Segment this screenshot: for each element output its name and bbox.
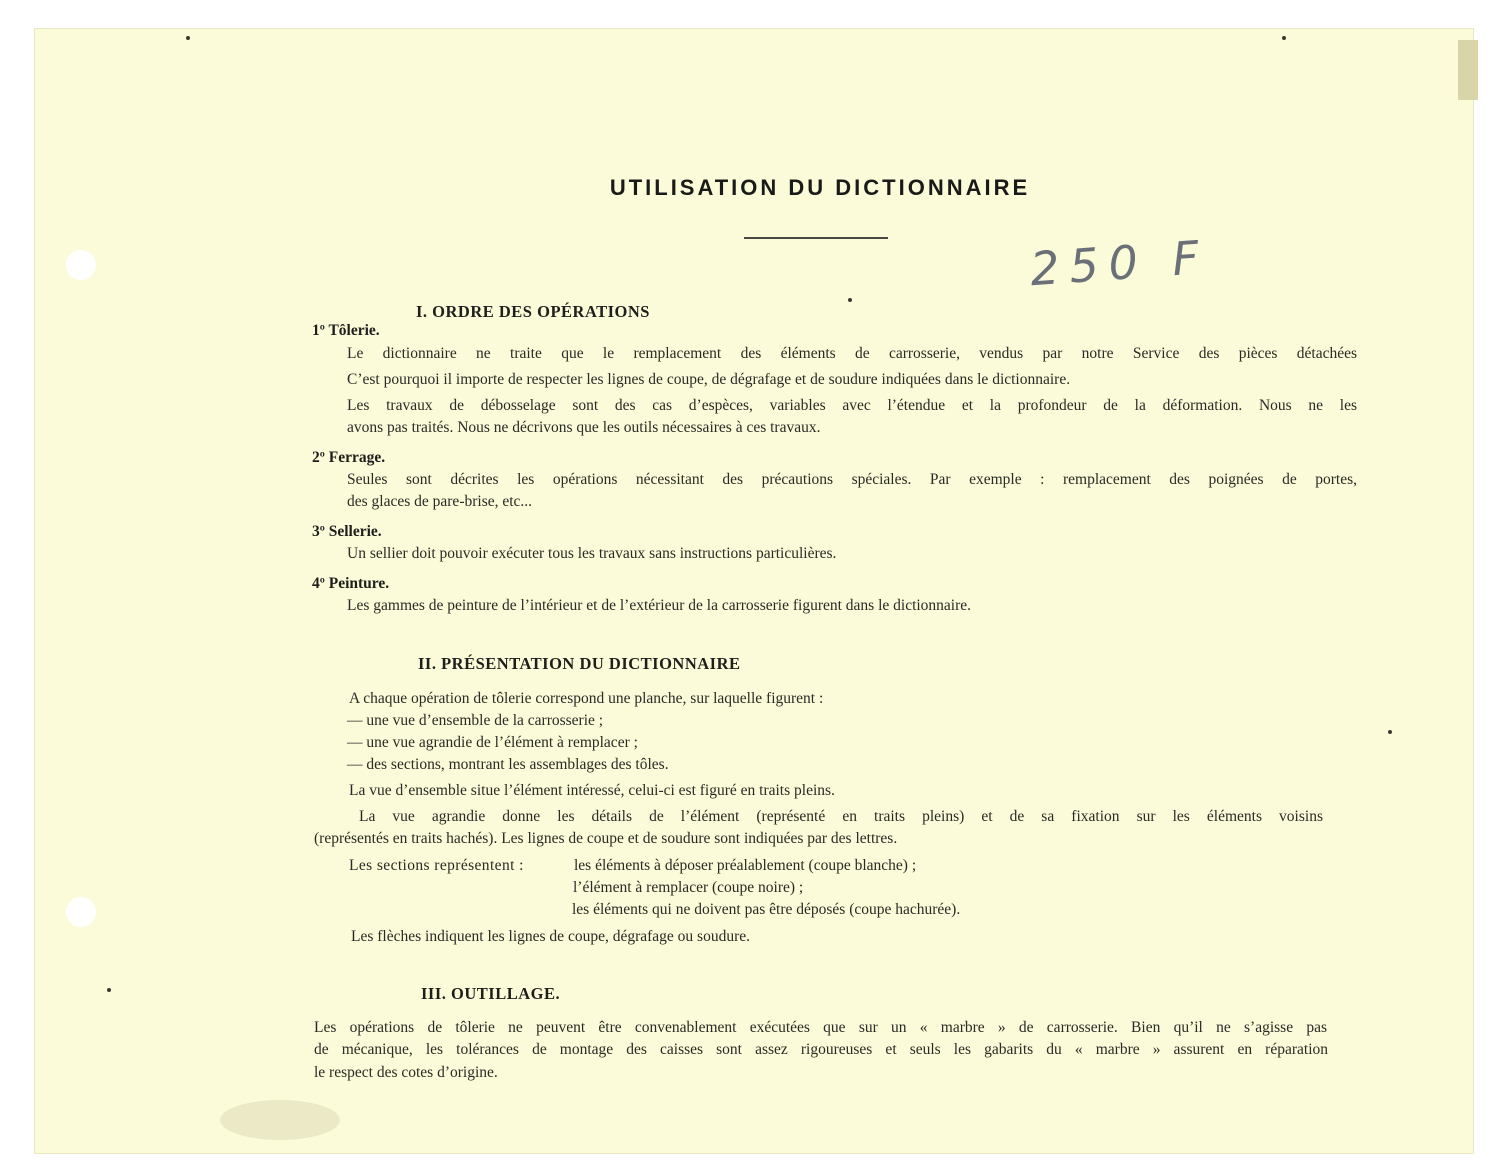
section-heading-outillage: III. OUTILLAGE. <box>421 984 561 1003</box>
paragraph-line: C’est pourquoi il importe de respecter les lignes de coupe, de dégrafage et de soudure indiquées dans le dictionnaire. <box>347 371 1071 388</box>
speck <box>107 988 111 992</box>
paragraph-line: La vue agrandie donne les détails de l’élément (représenté en traits pleins) et de sa fixation sur les éléments voisins <box>359 808 1323 825</box>
paragraph-line: Les travaux de débosselage sont des cas d’espèces, variables avec l’étendue et la profondeur de la déformation. Nous ne les <box>347 397 1357 414</box>
speck <box>186 36 190 40</box>
paragraph-line: le respect des cotes d’origine. <box>314 1064 498 1081</box>
title-underline <box>744 237 888 239</box>
punch-hole-top <box>66 250 96 280</box>
list-item: — une vue agrandie de l’élément à remplacer ; <box>347 734 638 751</box>
speck <box>1388 730 1392 734</box>
list-item: les éléments qui ne doivent pas être déposés (coupe hachurée). <box>572 901 961 918</box>
paragraph-line: Les flèches indiquent les lignes de coupe, dégrafage ou soudure. <box>351 928 750 945</box>
paragraph-line: avons pas traités. Nous ne décrivons que les outils nécessaires à ces travaux. <box>347 419 821 436</box>
item-label-ferrage: 2º Ferrage. <box>312 449 386 466</box>
page-title: UTILISATION DU DICTIONNAIRE <box>609 175 1031 200</box>
paragraph-line: Les gammes de peinture de l’intérieur et de l’extérieur de la carrosserie figurent dans le dictionnaire. <box>347 597 972 614</box>
item-label-tolerie: 1º Tôlerie. <box>312 322 380 339</box>
section-heading-ordre: I. ORDRE DES OPÉRATIONS <box>416 302 650 321</box>
corner-fold <box>1458 40 1478 100</box>
paragraph-line: Un sellier doit pouvoir exécuter tous les travaux sans instructions particulières. <box>347 545 837 562</box>
punch-hole-bottom <box>66 897 96 927</box>
list-item: — une vue d’ensemble de la carrosserie ; <box>347 712 604 729</box>
paragraph-line: (représentés en traits hachés). Les lignes de coupe et de soudure sont indiquées par des lettres. <box>314 830 898 847</box>
paragraph-line: A chaque opération de tôlerie correspond une planche, sur laquelle figurent : <box>349 690 824 707</box>
paragraph-line: Le dictionnaire ne traite que le remplacement des éléments de carrosserie, vendus par notre Service des pièces détachées <box>347 345 1357 362</box>
handwritten-price: 250 F <box>1028 229 1211 297</box>
list-item: les éléments à déposer préalablement (coupe blanche) ; <box>574 857 917 874</box>
list-item: l’élément à remplacer (coupe noire) ; <box>573 879 804 896</box>
speck <box>848 298 852 302</box>
sections-label: Les sections représentent : <box>349 857 524 874</box>
paragraph-line: de mécanique, les tolérances de montage des caisses sont assez rigoureuses et seuls les gabarits du « marbre » assurent en réparation <box>314 1041 1328 1058</box>
list-item: — des sections, montrant les assemblages des tôles. <box>347 756 669 773</box>
item-label-peinture: 4º Peinture. <box>312 575 390 592</box>
paper-stain <box>220 1100 340 1140</box>
speck <box>1282 36 1286 40</box>
paragraph-line: La vue d’ensemble situe l’élément intéressé, celui-ci est figuré en traits pleins. <box>349 782 835 799</box>
paragraph-line: Les opérations de tôlerie ne peuvent être convenablement exécutées que sur un « marbre » de carrosserie. Bien qu’il ne s’agisse pas <box>314 1019 1327 1036</box>
paragraph-line: Seules sont décrites les opérations nécessitant des précautions spéciales. Par exemple : remplacement des poignées de portes, <box>347 471 1357 488</box>
paragraph-line: des glaces de pare-brise, etc... <box>347 493 533 510</box>
section-heading-presentation: II. PRÉSENTATION DU DICTIONNAIRE <box>418 654 741 673</box>
item-label-sellerie: 3º Sellerie. <box>312 523 382 540</box>
